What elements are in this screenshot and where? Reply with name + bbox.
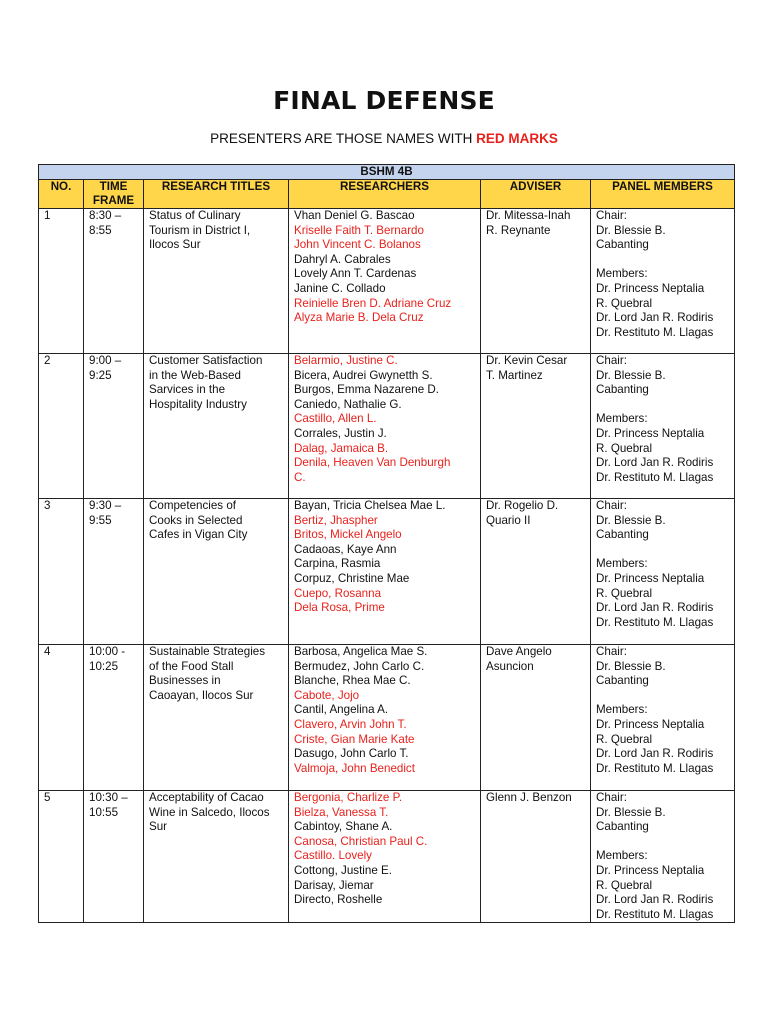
panel-members: [591, 209, 735, 354]
research-title-line: Cafes in Vigan City: [149, 528, 248, 542]
subtitle-highlight: RED MARKS: [476, 131, 558, 146]
section-header: BSHM 4B: [39, 165, 735, 180]
panel-member-line: Cabanting: [596, 820, 649, 834]
research-title-line: Businesses in: [149, 674, 221, 688]
panel-member-line: Chair:: [596, 499, 627, 512]
panel-member-line: Cabanting: [596, 528, 649, 542]
research-title-line: Acceptability of Cacao: [149, 791, 264, 804]
panel-member-line: Dr. Blessie B.: [596, 659, 666, 673]
col-header-adviser: ADVISER: [481, 180, 591, 209]
researcher-name: Caniedo, Nathalie G.: [294, 397, 402, 411]
research-title-line: Tourism in District I,: [149, 223, 251, 237]
researcher-name: Dahryl A. Cabrales: [294, 252, 391, 266]
researcher-name: Cabote, Jojo: [294, 688, 360, 702]
table-row: [39, 791, 735, 923]
time-frame: [84, 645, 144, 791]
panel-member-line: Dr. Blessie B.: [596, 513, 666, 527]
panel-member-line: Members:: [596, 849, 648, 863]
time-frame-line: 10:00 -: [89, 645, 126, 658]
time-frame-line: 9:30 –: [89, 499, 122, 512]
col-header-panel: PANEL MEMBERS: [591, 180, 735, 209]
research-title: [144, 499, 289, 645]
researcher-name: Cabintoy, Shane A.: [294, 820, 393, 834]
table-row: [39, 645, 735, 791]
table-row: [39, 354, 735, 499]
researcher-name: Corrales, Justin J.: [294, 426, 387, 440]
researcher-name: Cuepo, Rosanna: [294, 586, 382, 600]
col-header-time-line: FRAME: [92, 194, 135, 207]
researcher-name: Barbosa, Angelica Mae S.: [294, 645, 428, 658]
researchers-list: [289, 354, 481, 499]
research-title-line: Caoayan, Ilocos Sur: [149, 688, 254, 702]
adviser-line: Dr. Kevin Cesar: [486, 354, 568, 367]
time-frame: [84, 354, 144, 499]
table-row: [39, 209, 735, 354]
panel-member-line: Dr. Blessie B.: [596, 223, 666, 237]
row-number: 4: [39, 645, 84, 791]
researchers-list: [289, 209, 481, 354]
row-number: 5: [39, 791, 84, 923]
time-frame: [84, 791, 144, 923]
researcher-name: Burgos, Emma Nazarene D.: [294, 383, 439, 397]
research-title-line: in the Web-Based: [149, 368, 241, 382]
panel-member-line: Members:: [596, 703, 648, 717]
research-title: [144, 645, 289, 791]
research-title: [144, 209, 289, 354]
panel-member-line: Dr. Lord Jan R. Rodiris: [596, 601, 714, 615]
adviser: [481, 791, 591, 923]
researcher-name: Denila, Heaven Van Denburgh: [294, 456, 451, 470]
research-title-line: Sur: [149, 820, 168, 834]
panel-member-line: Dr. Princess Neptalia: [596, 863, 705, 877]
panel-member-line: Dr. Lord Jan R. Rodiris: [596, 311, 714, 325]
researcher-name: Darisay, Jiemar: [294, 878, 374, 892]
panel-member-line: Dr. Lord Jan R. Rodiris: [596, 893, 714, 907]
row-number: 1: [39, 209, 84, 354]
panel-member-line: Dr. Restituto M. Llagas: [596, 615, 714, 629]
panel-members: [591, 645, 735, 791]
researcher-name: Castillo, Allen L.: [294, 412, 377, 426]
researcher-name: Bicera, Audrei Gwynetth S.: [294, 368, 433, 382]
researcher-name: Bayan, Tricia Chelsea Mae L.: [294, 499, 446, 512]
researcher-name: Kriselle Faith T. Bernardo: [294, 223, 424, 237]
researcher-name: Bielza, Vanessa T.: [294, 805, 389, 819]
adviser: [481, 354, 591, 499]
panel-spacer: [596, 253, 729, 268]
research-title-line: of the Food Stall: [149, 659, 234, 673]
adviser-line: Glenn J. Benzon: [486, 791, 572, 804]
panel-spacer: [596, 835, 729, 850]
row-number: 2: [39, 354, 84, 499]
research-title-line: Hospitality Industry: [149, 397, 247, 411]
researcher-name: Cantil, Angelina A.: [294, 703, 389, 717]
time-frame-line: 10:25: [89, 659, 119, 673]
researcher-name: Cottong, Justine E.: [294, 863, 392, 877]
researcher-name: Reinielle Bren D. Adriane Cruz: [294, 296, 452, 310]
page-subtitle: [0, 131, 768, 146]
panel-member-line: Chair:: [596, 645, 627, 658]
research-title-line: Status of Culinary: [149, 209, 241, 222]
research-title: [144, 354, 289, 499]
researcher-name: Dela Rosa, Prime: [294, 601, 385, 615]
panel-member-line: Dr. Restituto M. Llagas: [596, 761, 714, 775]
adviser-line: Asuncion: [486, 659, 534, 673]
panel-member-line: Dr. Princess Neptalia: [596, 571, 705, 585]
panel-members: [591, 791, 735, 923]
panel-member-line: Dr. Restituto M. Llagas: [596, 470, 714, 484]
time-frame: [84, 209, 144, 354]
subtitle-text: PRESENTERS ARE THOSE NAMES WITH: [210, 131, 477, 146]
panel-member-line: R. Quebral: [596, 878, 653, 892]
panel-spacer: [596, 689, 729, 704]
panel-member-line: R. Quebral: [596, 296, 653, 310]
panel-spacer: [596, 398, 729, 413]
adviser-line: Dave Angelo: [486, 645, 552, 658]
researcher-name: Lovely Ann T. Cardenas: [294, 267, 417, 281]
adviser-line: T. Martinez: [486, 368, 543, 382]
time-frame: [84, 499, 144, 645]
panel-member-line: R. Quebral: [596, 441, 653, 455]
researcher-name: Blanche, Rhea Mae C.: [294, 674, 411, 688]
researcher-name: Cadaoas, Kaye Ann: [294, 542, 397, 556]
col-header-time: [84, 180, 144, 209]
row-number: 3: [39, 499, 84, 645]
panel-member-line: Chair:: [596, 209, 627, 222]
researcher-name: Alyza Marie B. Dela Cruz: [294, 311, 424, 325]
panel-member-line: Dr. Blessie B.: [596, 805, 666, 819]
adviser: [481, 645, 591, 791]
adviser: [481, 499, 591, 645]
researcher-name: Dasugo, John Carlo T.: [294, 747, 409, 761]
column-header-row: [39, 180, 735, 209]
time-frame-line: 8:55: [89, 223, 112, 237]
researcher-name: Dalag, Jamaica B.: [294, 441, 389, 455]
adviser-line: R. Reynante: [486, 223, 551, 237]
researchers-list: [289, 499, 481, 645]
research-title-line: Sarvices in the: [149, 383, 226, 397]
researcher-name: Valmoja, John Benedict: [294, 761, 415, 775]
time-frame-line: 9:25: [89, 368, 112, 382]
researcher-name: Janine C. Collado: [294, 281, 386, 295]
researcher-name: Vhan Deniel G. Bascao: [294, 209, 415, 222]
researcher-name: Belarmio, Justine C.: [294, 354, 398, 367]
research-title: [144, 791, 289, 923]
panel-member-line: Cabanting: [596, 674, 649, 688]
researcher-name: John Vincent C. Bolanos: [294, 238, 421, 252]
time-frame-line: 8:30 –: [89, 209, 122, 222]
col-header-researchers: RESEARCHERS: [289, 180, 481, 209]
schedule-table: [38, 164, 735, 923]
time-frame-line: 10:55: [89, 805, 119, 819]
panel-member-line: Dr. Lord Jan R. Rodiris: [596, 456, 714, 470]
panel-member-line: Chair:: [596, 791, 627, 804]
panel-members: [591, 499, 735, 645]
panel-spacer: [596, 543, 729, 558]
panel-member-line: Cabanting: [596, 383, 649, 397]
researcher-name: Criste, Gian Marie Kate: [294, 732, 415, 746]
panel-member-line: Dr. Princess Neptalia: [596, 717, 705, 731]
panel-member-line: Chair:: [596, 354, 627, 367]
panel-member-line: Cabanting: [596, 238, 649, 252]
research-title-line: Competencies of: [149, 499, 236, 512]
panel-member-line: R. Quebral: [596, 586, 653, 600]
table-row: [39, 499, 735, 645]
research-title-line: Cooks in Selected: [149, 513, 243, 527]
adviser-line: Dr. Mitessa-Inah: [486, 209, 571, 222]
researchers-list: [289, 645, 481, 791]
panel-member-line: Dr. Princess Neptalia: [596, 426, 705, 440]
researcher-name: Corpuz, Christine Mae: [294, 571, 410, 585]
panel-member-line: Dr. Blessie B.: [596, 368, 666, 382]
panel-member-line: Members:: [596, 267, 648, 281]
panel-member-line: Members:: [596, 412, 648, 426]
panel-member-line: Dr. Lord Jan R. Rodiris: [596, 747, 714, 761]
researcher-name: Carpina, Rasmia: [294, 557, 381, 571]
panel-members: [591, 354, 735, 499]
research-title-line: Ilocos Sur: [149, 238, 201, 252]
researcher-name: Britos, Mickel Angelo: [294, 528, 402, 542]
researcher-name: Bertiz, Jhaspher: [294, 513, 378, 527]
panel-member-line: Dr. Restituto M. Llagas: [596, 907, 714, 921]
researcher-name: Bergonia, Charlize P.: [294, 791, 403, 804]
panel-member-line: Dr. Restituto M. Llagas: [596, 325, 714, 339]
time-frame-line: 9:00 –: [89, 354, 122, 367]
page-title: FINAL DEFENSE: [273, 86, 495, 115]
researcher-name: Bermudez, John Carlo C.: [294, 659, 425, 673]
panel-member-line: Dr. Princess Neptalia: [596, 281, 705, 295]
time-frame-line: 9:55: [89, 513, 112, 527]
research-title-line: Wine in Salcedo, Ilocos: [149, 805, 270, 819]
adviser-line: Quario II: [486, 513, 531, 527]
researcher-name: C.: [294, 470, 306, 484]
panel-member-line: R. Quebral: [596, 732, 653, 746]
research-title-line: Sustainable Strategies: [149, 645, 266, 658]
researcher-name: Castillo. Lovely: [294, 849, 372, 863]
researcher-name: Clavero, Arvin John T.: [294, 717, 407, 731]
col-header-titles: RESEARCH TITLES: [144, 180, 289, 209]
time-frame-line: 10:30 –: [89, 791, 128, 804]
researcher-name: Canosa, Christian Paul C.: [294, 834, 428, 848]
panel-member-line: Members:: [596, 557, 648, 571]
research-title-line: Customer Satisfaction: [149, 354, 263, 367]
researcher-name: Directo, Roshelle: [294, 893, 383, 907]
adviser: [481, 209, 591, 354]
col-header-time-line: TIME: [99, 180, 128, 193]
col-header-no: NO.: [39, 180, 84, 209]
researchers-list: [289, 791, 481, 923]
adviser-line: Dr. Rogelio D.: [486, 499, 559, 512]
